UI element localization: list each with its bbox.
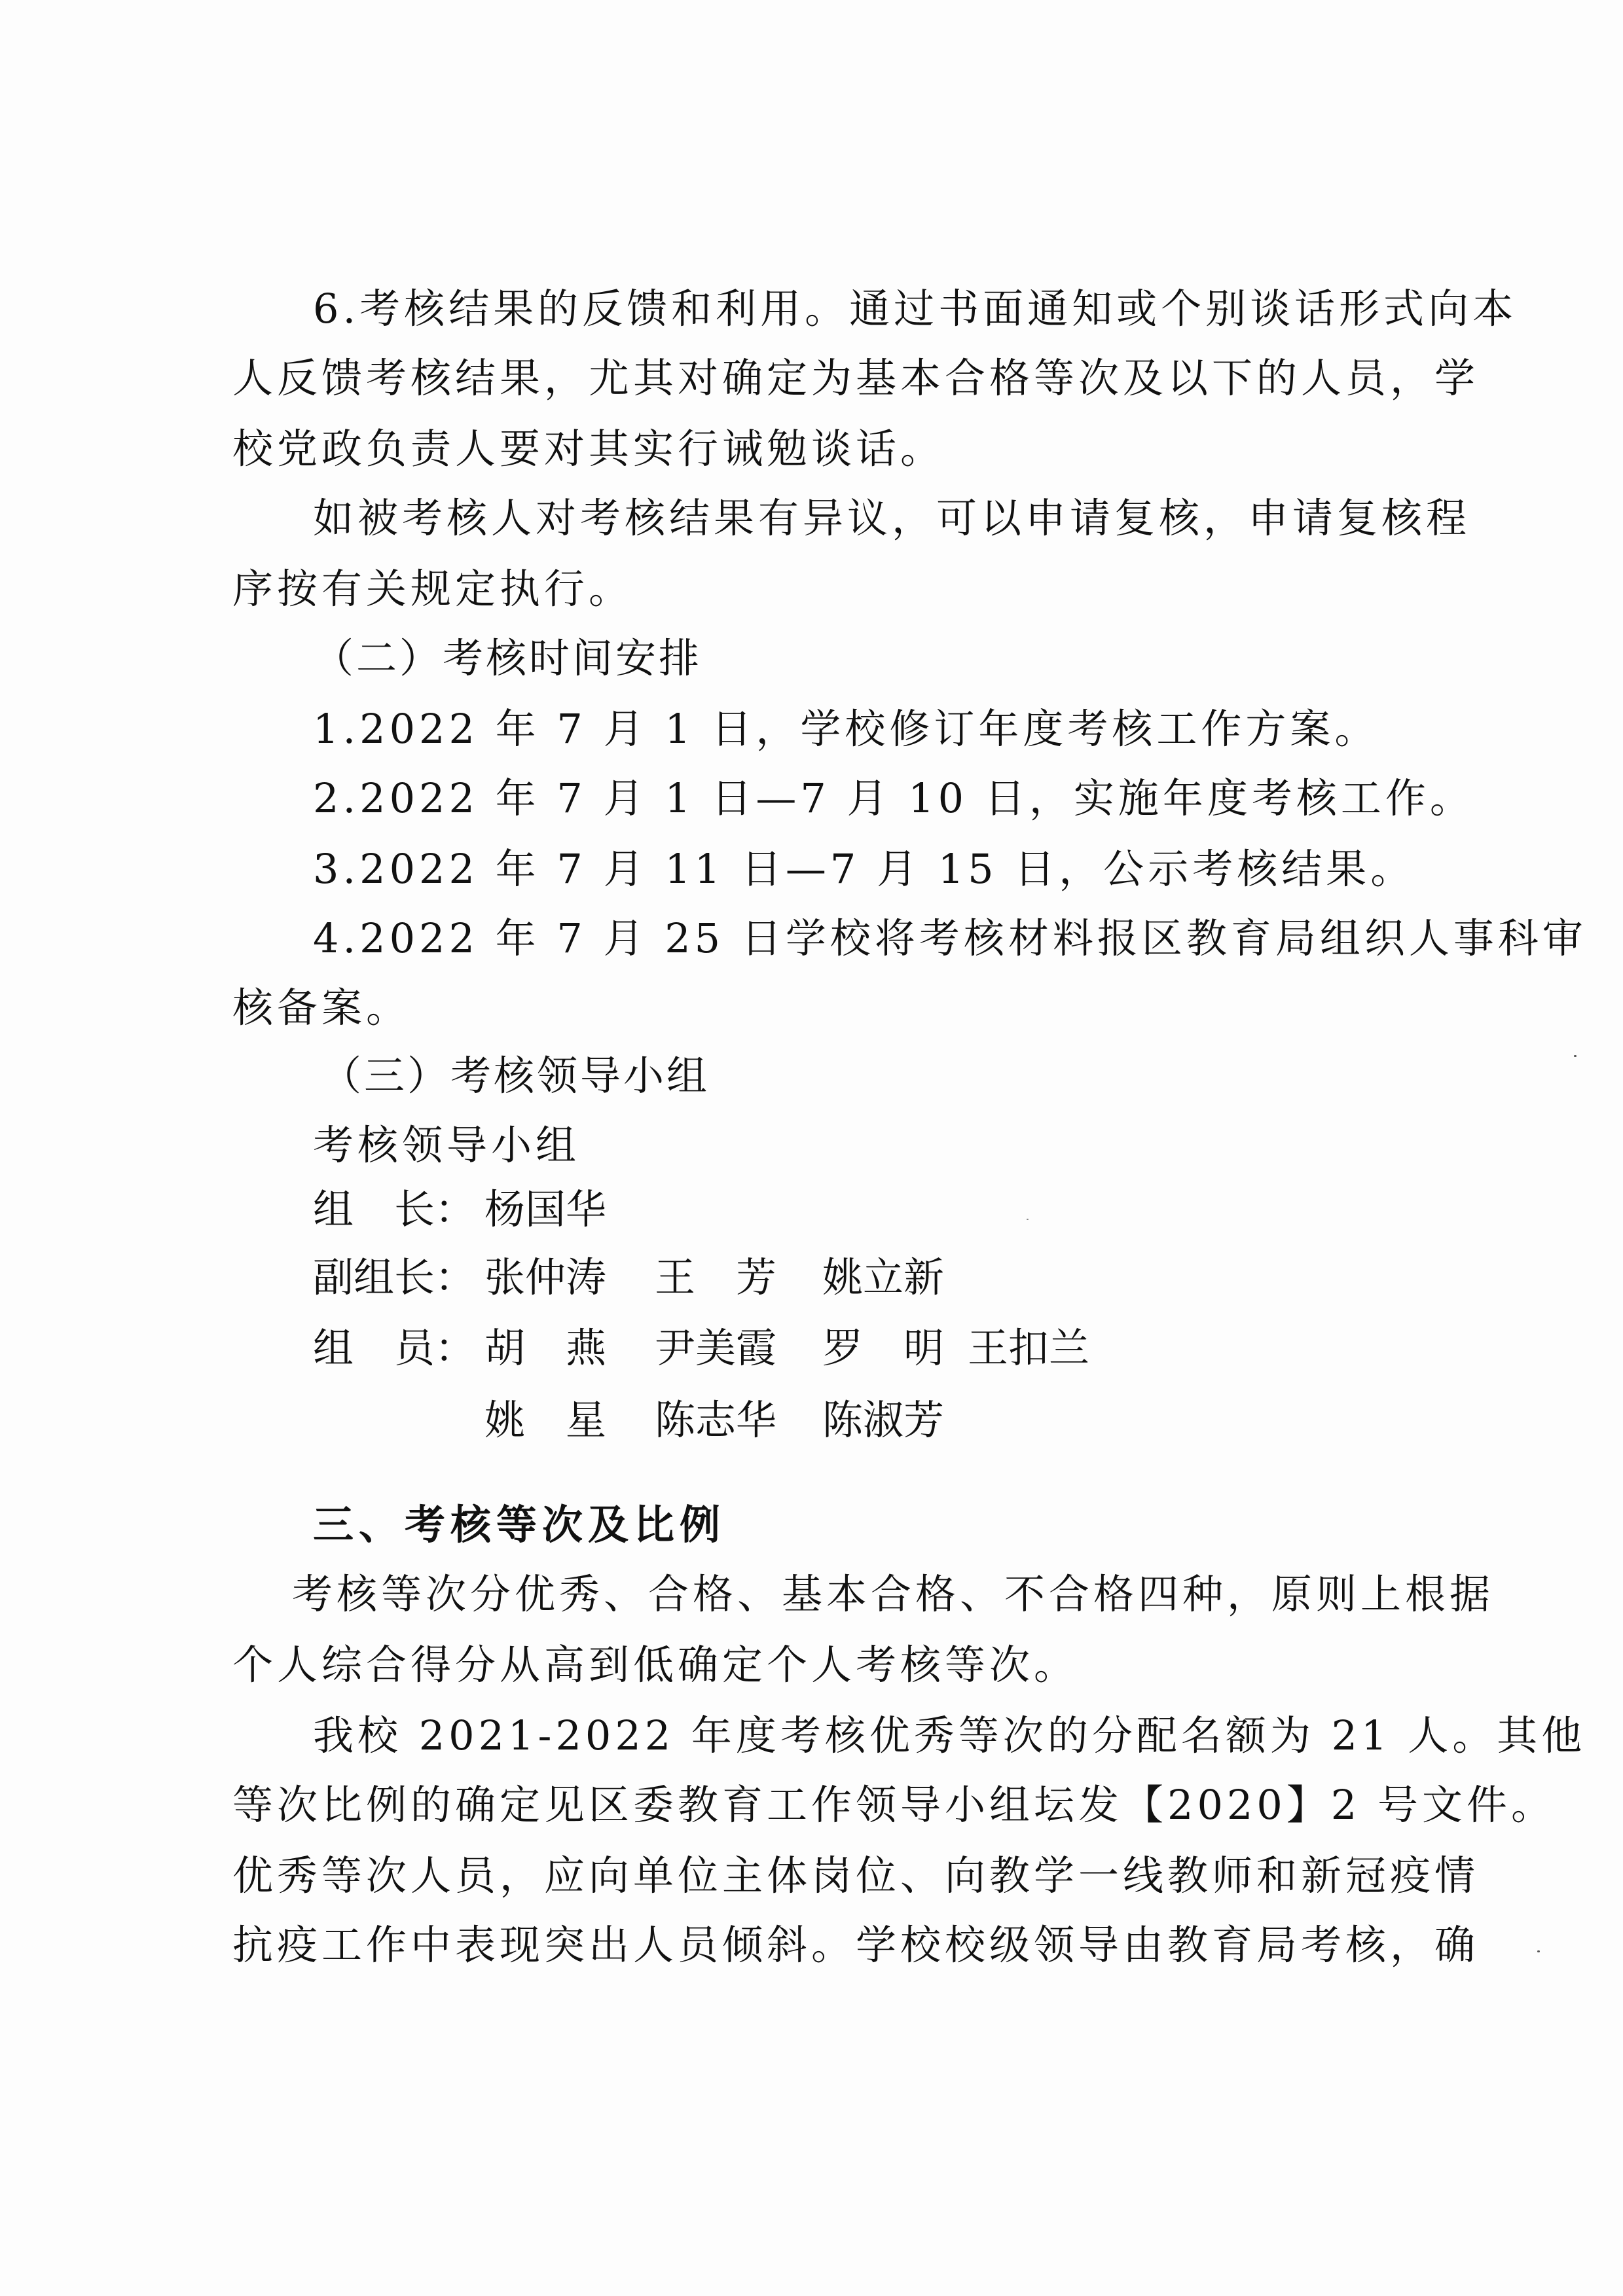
- paragraph-line: 我校 2021-2022 年度考核优秀等次的分配名额为 21 人。其他: [313, 1712, 1586, 1759]
- member-name: 罗 明: [822, 1324, 945, 1372]
- deputy-label: 副组长：: [313, 1253, 476, 1301]
- section-heading: 三、考核等次及比例: [313, 1501, 726, 1549]
- leader-label: 组 长：: [313, 1185, 476, 1233]
- scan-speck: [1574, 1055, 1577, 1057]
- deputy-name: 姚立新: [822, 1253, 945, 1301]
- paragraph-line: 校党政负责人要对其实行诫勉谈话。: [232, 425, 945, 473]
- schedule-item: 1.2022 年 7 月 1 日，学校修订年度考核工作方案。: [313, 705, 1379, 753]
- member-name: 胡 燕: [484, 1324, 607, 1372]
- member-name: 王扣兰: [968, 1324, 1090, 1372]
- group-title: 考核领导小组: [313, 1121, 581, 1169]
- schedule-item: 2.2022 年 7 月 1 日—7 月 10 日，实施年度考核工作。: [313, 774, 1474, 822]
- deputy-name: 王 芳: [655, 1253, 777, 1301]
- member-name: 陈志华: [655, 1396, 777, 1444]
- member-name: 姚 星: [484, 1396, 607, 1444]
- member-name: 陈淑芳: [822, 1396, 945, 1444]
- member-label: 组 员：: [313, 1324, 476, 1372]
- member-name: 尹美霞: [655, 1324, 777, 1372]
- paragraph-line: 优秀等次人员，应向单位主体岗位、向教学一线教师和新冠疫情: [232, 1852, 1480, 1899]
- paragraph-line: 6.考核结果的反馈和利用。通过书面通知或个别谈话形式向本: [313, 285, 1518, 332]
- section-subheading: （三）考核领导小组: [321, 1052, 710, 1100]
- schedule-item: 4.2022 年 7 月 25 日学校将考核材料报区教育局组织人事科审: [313, 914, 1587, 962]
- deputy-name: 张仲涛: [484, 1253, 607, 1301]
- paragraph-line: 等次比例的确定见区委教育工作领导小组坛发【2020】2 号文件。: [232, 1781, 1556, 1829]
- scan-speck: [1537, 1950, 1540, 1952]
- paragraph-line: 人反馈考核结果，尤其对确定为基本合格等次及以下的人员，学: [232, 354, 1480, 402]
- paragraph-line: 个人综合得分从高到低确定个人考核等次。: [232, 1641, 1079, 1689]
- paragraph-line: 考核等次分优秀、合格、基本合格、不合格四种，原则上根据: [292, 1570, 1495, 1618]
- section-subheading: （二）考核时间安排: [313, 634, 702, 682]
- schedule-item: 核备案。: [232, 984, 411, 1031]
- leader-name: 杨国华: [484, 1185, 607, 1233]
- schedule-item: 3.2022 年 7 月 11 日—7 月 15 日，公示考核结果。: [313, 845, 1415, 893]
- scan-speck: [1027, 1219, 1029, 1220]
- paragraph-line: 序按有关规定执行。: [232, 565, 634, 613]
- paragraph-line: 如被考核人对考核结果有异议，可以申请复核，申请复核程: [313, 494, 1471, 542]
- paragraph-line: 抗疫工作中表现突出人员倾斜。学校校级领导由教育局考核，确: [232, 1921, 1480, 1969]
